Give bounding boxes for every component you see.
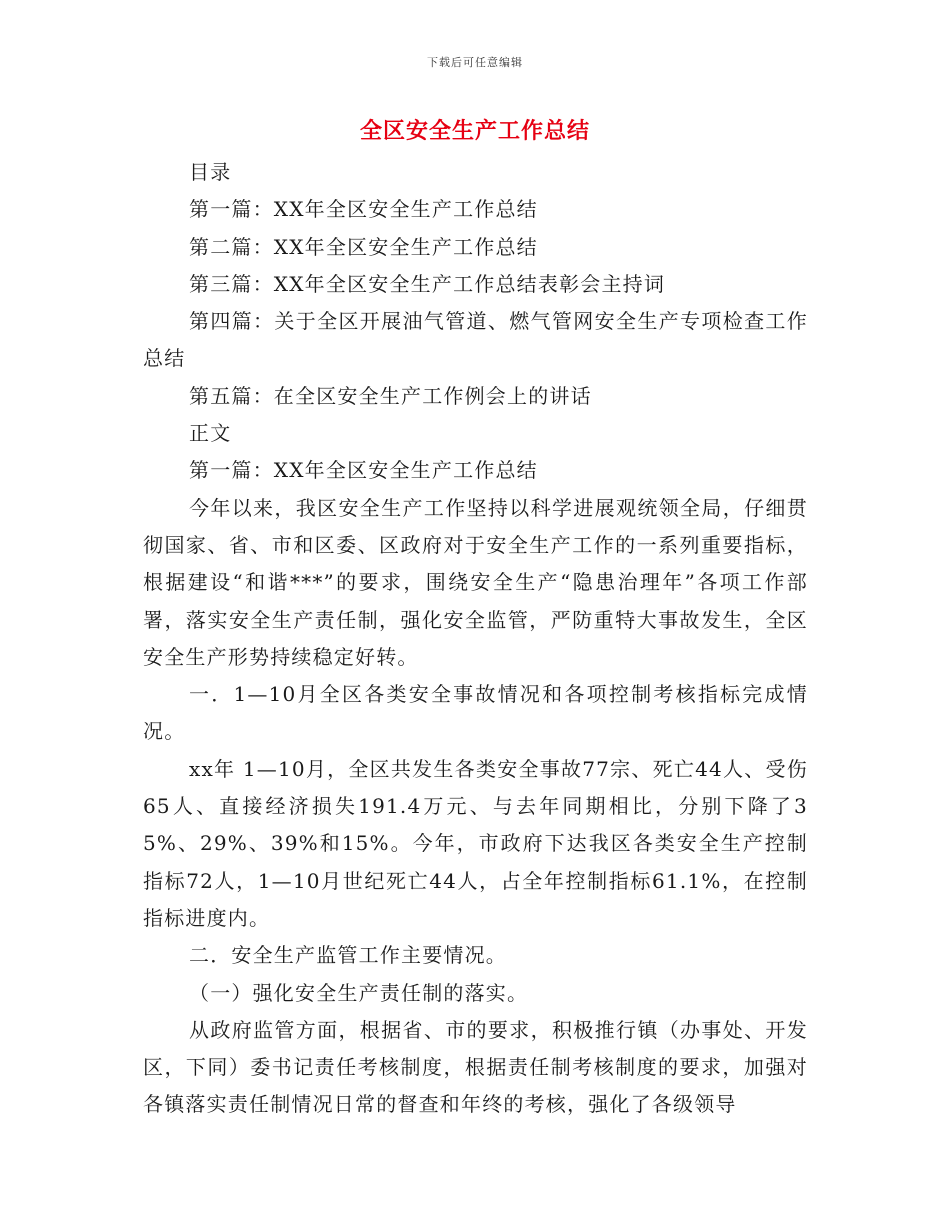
section-heading: 二．安全生产监管工作主要情况。 [189, 943, 507, 968]
main-text-heading: 正文 [189, 421, 232, 446]
toc-item-5: 第五篇：在全区安全生产工作例会上的讲话 [189, 383, 592, 408]
toc-item-4: 第四篇：关于全区开展油气管道、燃气管网安全生产专项检查工作总结 [143, 309, 808, 371]
document-title: 全区安全生产工作总结 [359, 118, 590, 144]
section-heading: 一．1—10月全区各类安全事故情况和各项控制考核指标完成情况。 [143, 682, 808, 744]
body-paragraph: 今年以来，我区安全生产工作坚持以科学进展观统领全局，仔细贯彻国家、省、市和区委、区政府对于安全生产工作的一系列重要指标，根据建设“和谐***”的要求，围绕安全生产“隐患治理年”各项工作部署，落实安全生产责任制，强化安全监管，严防重特大事故发生，全区安全生产形势持续稳定好转。 [143, 495, 808, 669]
toc-item-1: 第一篇：XX年全区安全生产工作总结 [189, 197, 538, 222]
toc-item-2: 第二篇：XX年全区安全生产工作总结 [189, 234, 538, 259]
header-note: 下载后可任意编辑 [427, 56, 523, 69]
toc-item-3: 第三篇：XX年全区安全生产工作总结表彰会主持词 [189, 271, 666, 296]
toc-heading: 目录 [189, 160, 232, 184]
body-paragraph: 从政府监管方面，根据省、市的要求，积极推行镇（办事处、开发区，下同）委书记责任考核制度，根据责任制考核制度的要求，加强对各镇落实责任制情况日常的督查和年终的考核，强化了各级领导 [143, 1017, 808, 1117]
subsection-heading: （一）强化安全生产责任制的落实。 [189, 980, 529, 1005]
body-paragraph: xx年 1—10月，全区共发生各类安全事故77宗、死亡44人、受伤65人、直接经济损失191.4万元、与去年同期相比，分别下降了35%、29%、39%和15%。今年，市政府下达我区各类安全生产控制指标72人，1—10月世纪死亡44人，占全年控制指标61.1%，在控制指标进度内。 [143, 756, 808, 930]
document-body [143, 154, 808, 1124]
chapter-heading: 第一篇：XX年全区安全生产工作总结 [189, 458, 538, 483]
